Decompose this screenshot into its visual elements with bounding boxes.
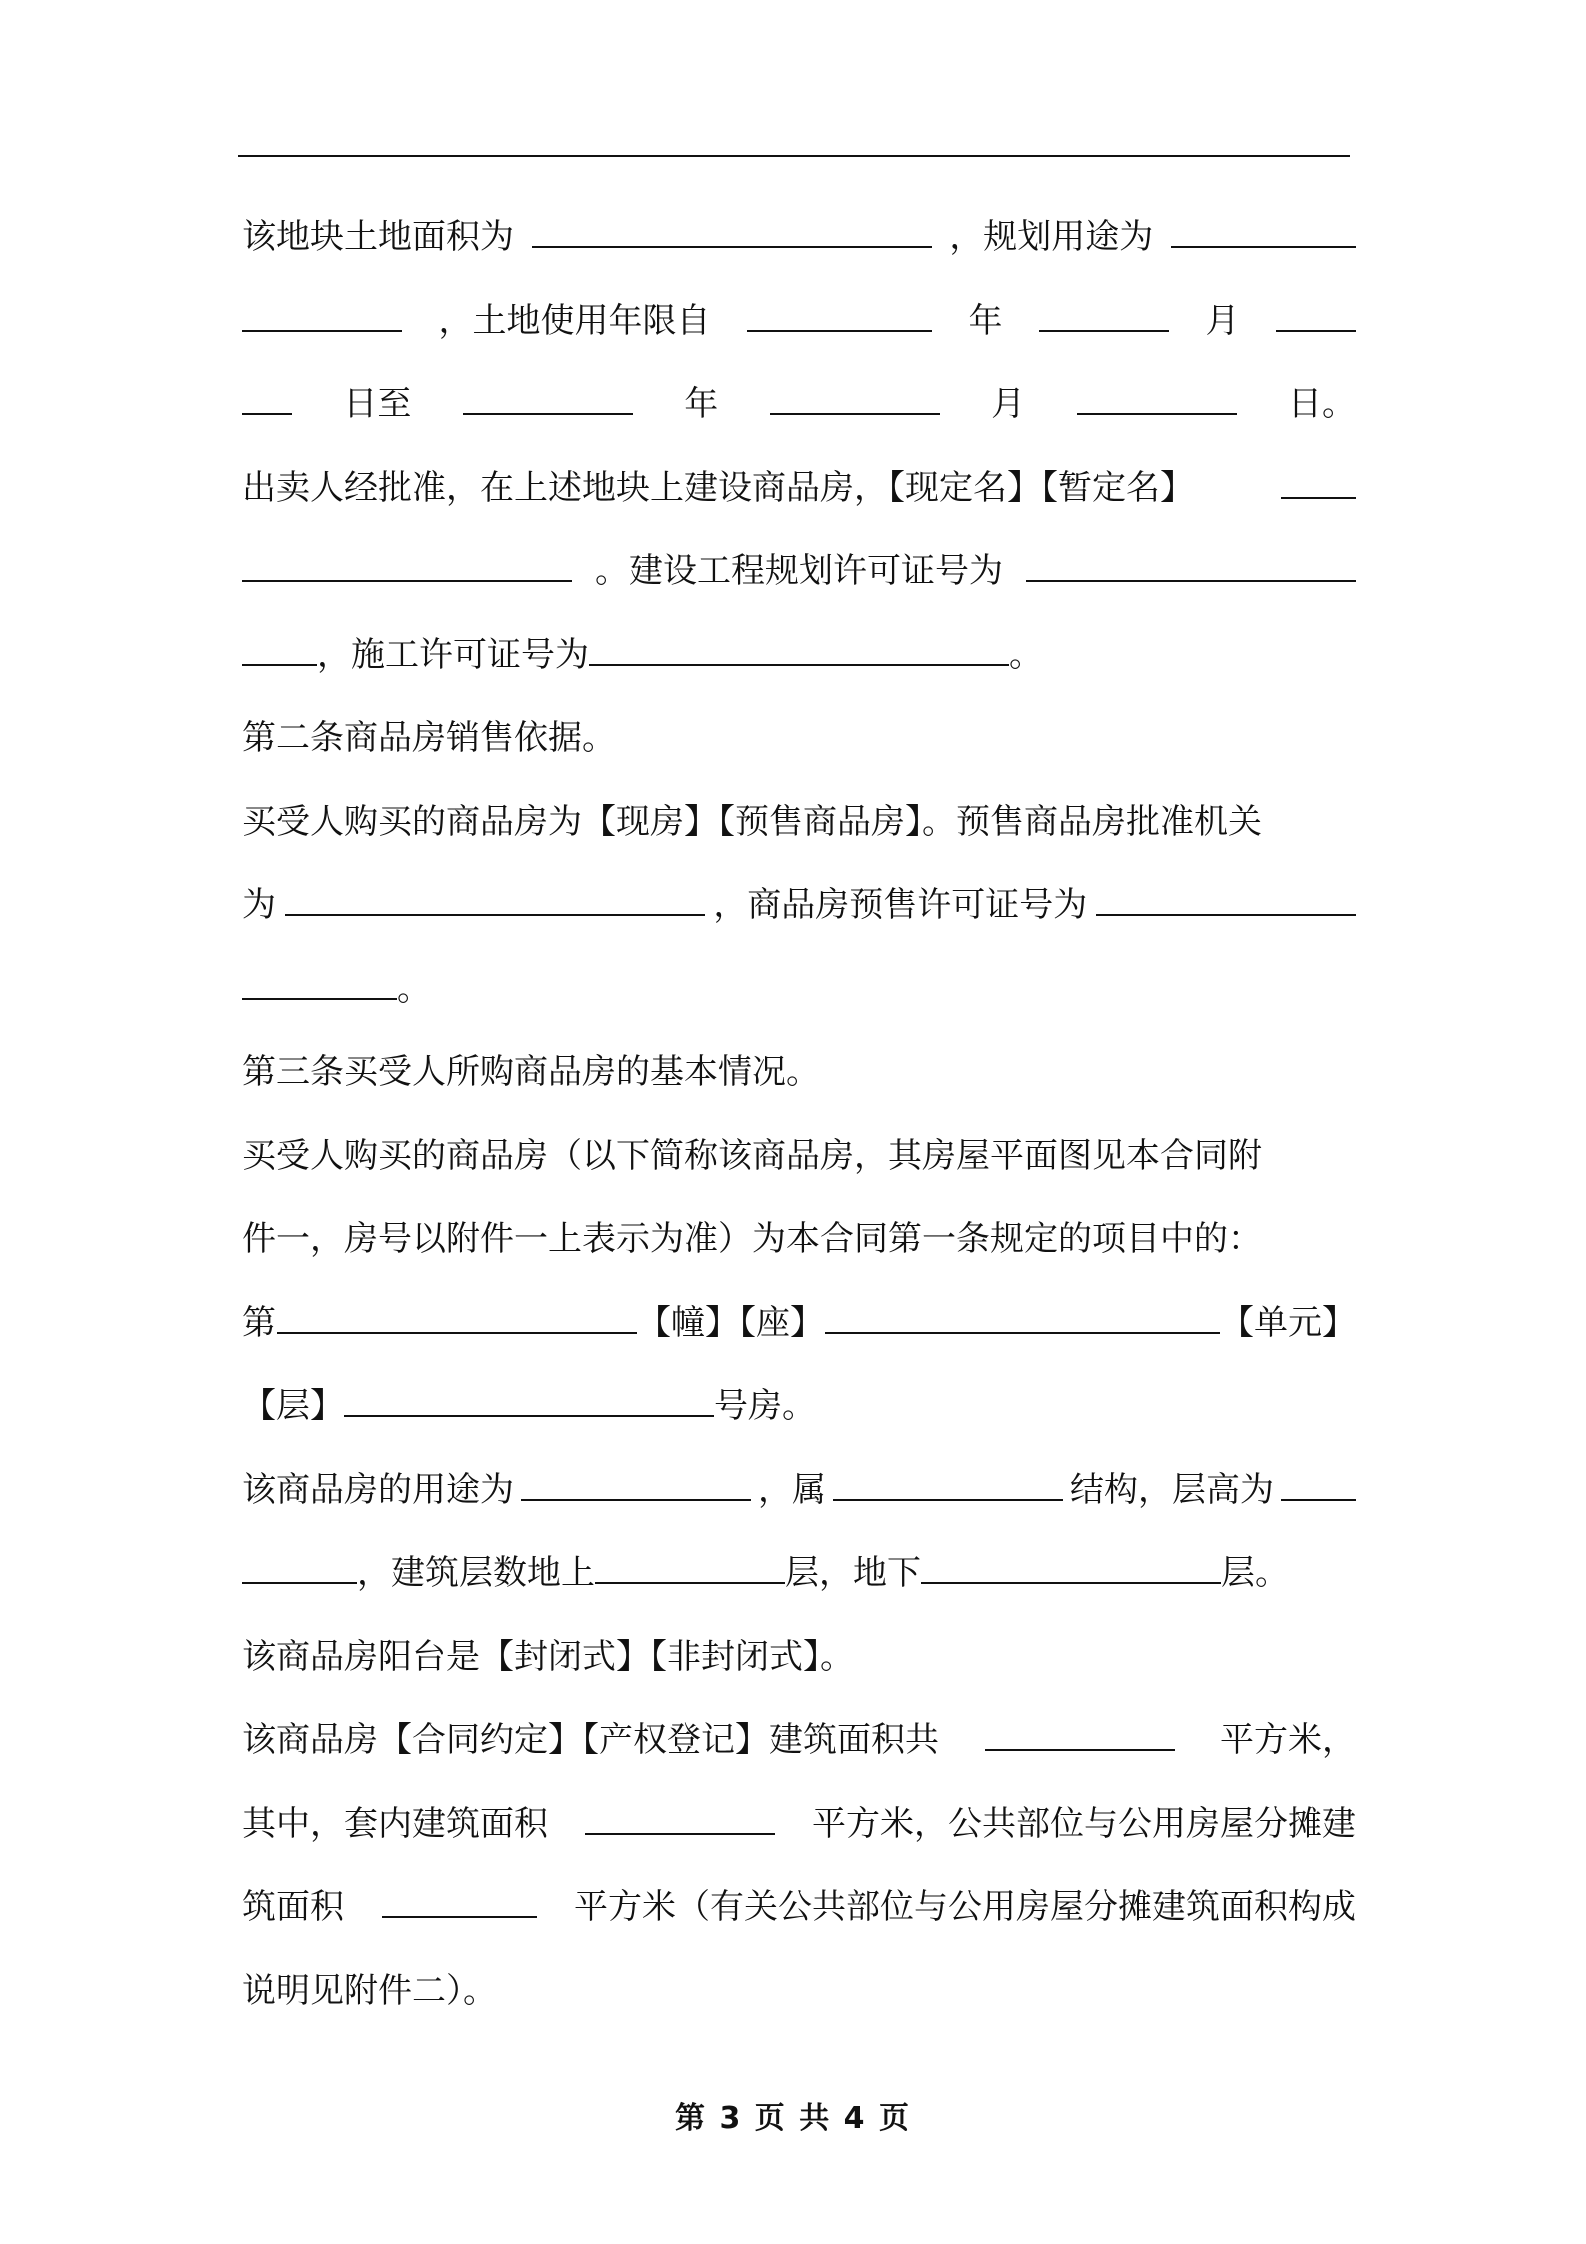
fill-in-blank[interactable] — [595, 1548, 785, 1584]
line-text: 件一，房号以附件一上表示为准）为本合同第一条规定的项目中的： — [242, 1219, 1262, 1259]
text-line — [242, 614, 1356, 698]
line-text: 说明见附件二）。 — [242, 1970, 497, 2011]
line-text: 平方米（有关公共部位与公用房屋分摊建筑面积构成 — [574, 1887, 1356, 1927]
line-text: 平方米，公共部位与公用房屋分摊建 — [812, 1803, 1356, 1844]
line-text: 。 — [1009, 634, 1043, 675]
text-line — [242, 280, 1356, 364]
fill-in-blank[interactable] — [1171, 212, 1356, 248]
fill-in-blank[interactable] — [585, 1799, 775, 1835]
fill-in-blank[interactable] — [985, 1715, 1175, 1751]
line-text: 第三条买受人所购商品房的基本情况。 — [242, 1052, 820, 1092]
line-text: 该商品房【合同约定】【产权登记】建筑面积共 — [242, 1720, 939, 1760]
fill-in-blank[interactable] — [825, 1298, 1220, 1334]
line-text: 号房。 — [714, 1386, 816, 1426]
line-text: 结构，层高为 — [1070, 1469, 1274, 1510]
text-line — [242, 864, 1356, 948]
line-text: ，土地使用年限自 — [438, 300, 711, 341]
line-text: 第 — [242, 1302, 276, 1343]
fill-in-blank[interactable] — [521, 1465, 751, 1501]
line-text: 出卖人经批准，在上述地块上建设商品房，【现定名】【暂定名】 — [242, 467, 1194, 508]
text-line — [242, 697, 1356, 781]
text-line — [242, 363, 1356, 447]
fill-in-blank[interactable] — [242, 630, 317, 666]
text-line — [242, 1950, 1356, 2034]
line-text: 层。 — [1221, 1553, 1289, 1593]
fill-in-blank[interactable] — [277, 1298, 637, 1334]
line-text: 【幢】【座】 — [637, 1302, 824, 1343]
fill-in-blank[interactable] — [242, 546, 572, 582]
line-text: ，商品房预售许可证号为 — [713, 885, 1088, 925]
fill-in-blank[interactable] — [1039, 296, 1169, 332]
fill-in-blank[interactable] — [1077, 379, 1237, 415]
text-line — [242, 1031, 1356, 1115]
line-text: 平方米， — [1220, 1720, 1356, 1760]
fill-in-blank[interactable] — [747, 296, 932, 332]
line-text: 该地块土地面积为 — [242, 217, 514, 257]
line-text: 该商品房的用途为 — [242, 1469, 514, 1510]
line-text: ，施工许可证号为 — [317, 634, 589, 675]
line-text: 【单元】 — [1220, 1302, 1356, 1343]
line-text: 其中，套内建筑面积 — [242, 1803, 548, 1844]
fill-in-blank[interactable] — [285, 880, 705, 916]
line-text: ，规划用途为 — [949, 217, 1154, 257]
fill-in-blank[interactable] — [1281, 463, 1356, 499]
fill-in-blank[interactable] — [242, 296, 402, 332]
line-text: 买受人购买的商品房为【现房】【预售商品房】。预售商品房批准机关 — [242, 801, 1262, 842]
text-line — [242, 1783, 1356, 1867]
contract-body — [242, 196, 1356, 2033]
fill-in-blank[interactable] — [242, 379, 292, 415]
line-text: 为 — [242, 885, 276, 925]
line-text: 年 — [684, 384, 719, 424]
fill-in-blank[interactable] — [463, 379, 633, 415]
line-text: 月 — [991, 384, 1026, 424]
fill-in-blank[interactable] — [1276, 296, 1356, 332]
fill-in-blank[interactable] — [1096, 880, 1356, 916]
text-line — [242, 1282, 1356, 1366]
fill-in-blank[interactable] — [242, 1548, 357, 1584]
text-line — [242, 1365, 1356, 1449]
header-rule — [238, 155, 1350, 157]
line-text: 该商品房阳台是【封闭式】【非封闭式】。 — [242, 1636, 854, 1677]
line-text: 筑面积 — [242, 1887, 344, 1927]
line-text: 买受人购买的商品房（以下简称该商品房，其房屋平面图见本合同附 — [242, 1135, 1262, 1176]
text-line — [242, 781, 1356, 865]
line-text: 第二条商品房销售依据。 — [242, 718, 616, 758]
fill-in-blank[interactable] — [1281, 1465, 1356, 1501]
text-line — [242, 196, 1356, 280]
fill-in-blank[interactable] — [833, 1465, 1063, 1501]
line-text: 年 — [968, 300, 1003, 341]
line-text: 层，地下 — [785, 1553, 921, 1593]
line-text: 。建设工程规划许可证号为 — [595, 551, 1003, 591]
text-line — [242, 1198, 1356, 1282]
text-line — [242, 1699, 1356, 1783]
fill-in-blank[interactable] — [532, 212, 932, 248]
line-text: 月 — [1205, 300, 1240, 341]
line-text: 。 — [397, 968, 431, 1009]
line-text: 【层】 — [242, 1386, 344, 1426]
line-text: 日。 — [1287, 384, 1356, 424]
fill-in-blank[interactable] — [1026, 546, 1356, 582]
fill-in-blank[interactable] — [344, 1381, 714, 1417]
text-line — [242, 948, 1356, 1032]
text-line — [242, 1449, 1356, 1533]
line-text: 日至 — [343, 384, 412, 424]
fill-in-blank[interactable] — [382, 1882, 537, 1918]
page-footer: 第 3 页 共 4 页 — [675, 2101, 911, 2136]
text-line — [242, 1532, 1356, 1616]
line-text: ，建筑层数地上 — [357, 1553, 595, 1593]
text-line — [242, 530, 1356, 614]
text-line — [242, 1616, 1356, 1700]
text-line — [242, 1115, 1356, 1199]
fill-in-blank[interactable] — [770, 379, 940, 415]
text-line — [242, 1866, 1356, 1950]
fill-in-blank[interactable] — [921, 1548, 1221, 1584]
fill-in-blank[interactable] — [242, 964, 397, 1000]
line-text: ，属 — [758, 1469, 826, 1510]
fill-in-blank[interactable] — [589, 630, 1009, 666]
text-line — [242, 447, 1356, 531]
